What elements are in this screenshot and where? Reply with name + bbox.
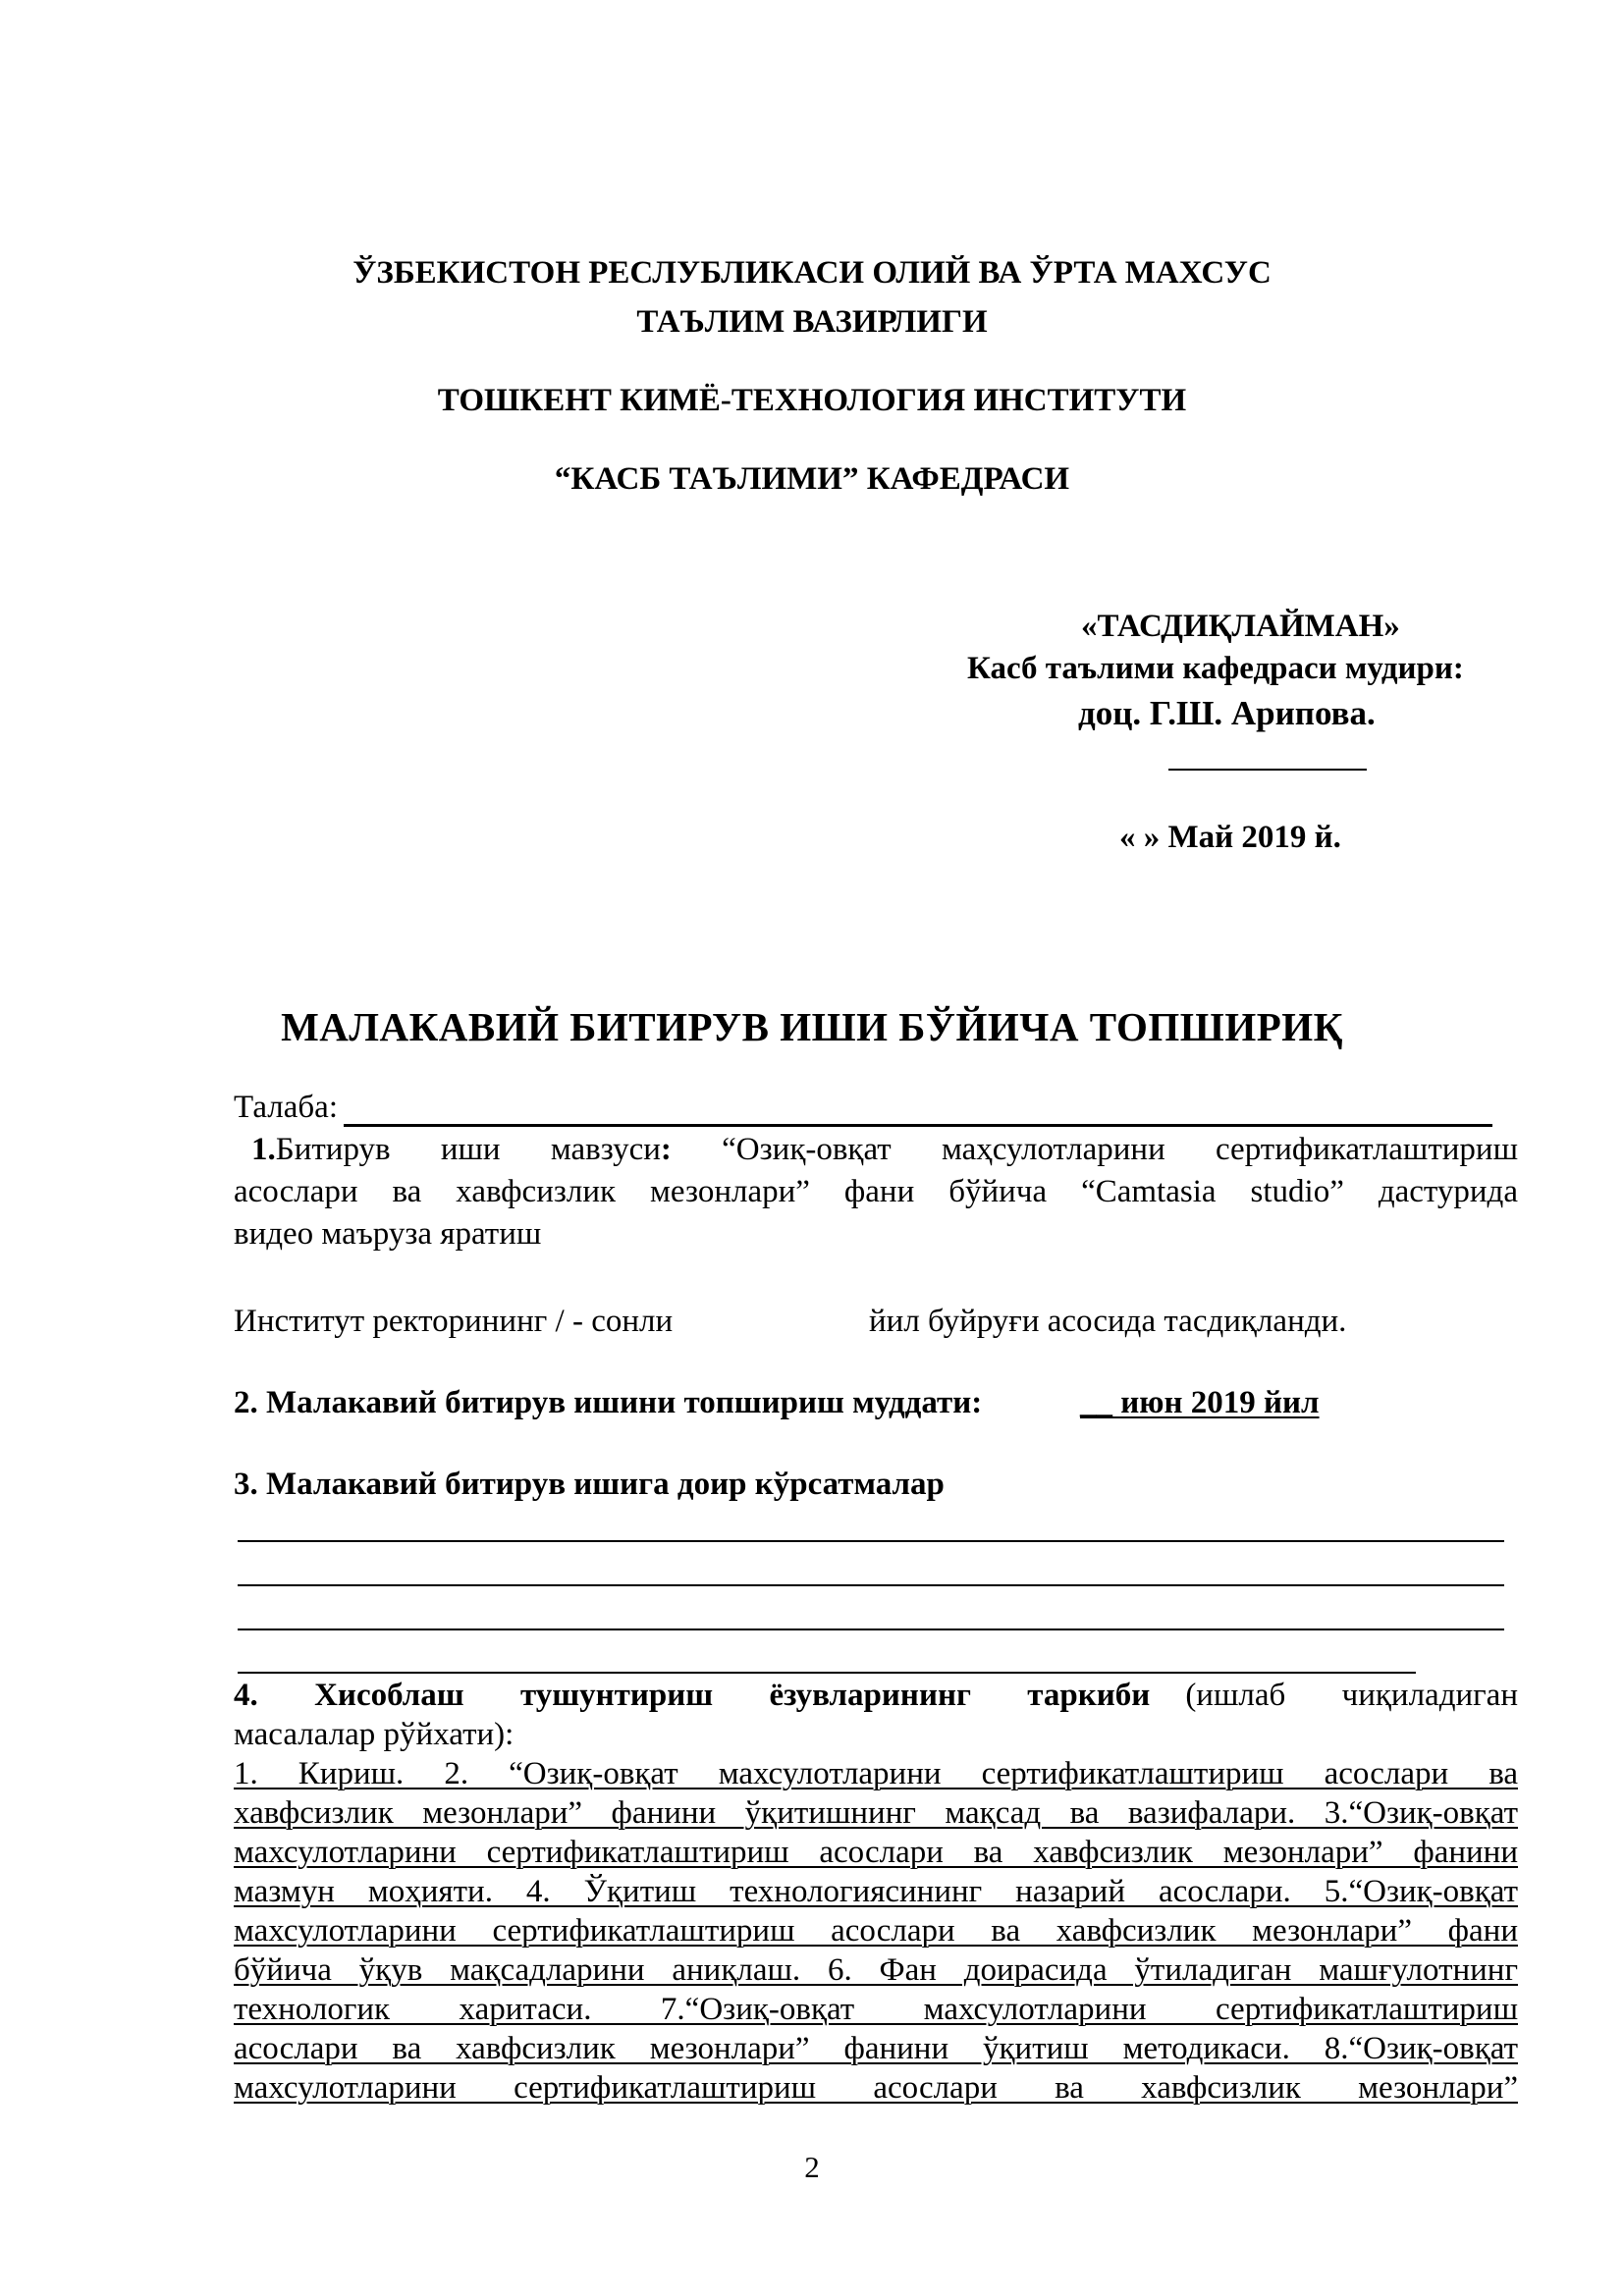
item-4-list-line: 1. Кириш. 2. “Озиқ-овқат махсулотларини сертификатлаштириш асослари ва [234,1756,1518,1791]
item-1-thesis-topic [234,1129,1518,1255]
item-4-note: (ишлаб чиқиладиган [1185,1678,1518,1713]
item-1-line-1: “Озиқ-овқат маҳсулотларини сертификатлаштириш [671,1132,1518,1167]
approval-heading: «ТАСДИҚЛАЙМАН» [1081,609,1400,644]
item-4-contents [234,1676,1518,2108]
item-2-deadline-label: 2. Малакавий битирув ишини топшириш муддати: [234,1385,983,1420]
document-title: МАЛАКАВИЙ БИТИРУВ ИШИ БЎЙИЧА ТОПШИРИҚ [281,1004,1343,1049]
student-name-line [344,1124,1492,1127]
instructions-line-1 [238,1540,1504,1542]
item-3-instructions-label: 3. Малакавий битирув ишига доир кўрсатмалар [234,1467,945,1502]
item-1-colon: : [660,1132,672,1167]
item-4-list-line: махсулотларини сертификатлаштириш асослари ва хавфсизлик мезонлари” фанини [234,1835,1518,1870]
instructions-line-4 [238,1672,1416,1674]
approval-head-title: Касб таълими кафедраси мудири: [967,651,1464,686]
instructions-line-3 [238,1629,1504,1630]
item-4-note-2: масалалар рўйхати): [234,1717,514,1752]
student-label: Талаба: [234,1090,338,1125]
item-4-list-line: асослари ва хавфсизлик мезонлари” фанини ўқитиш методикаси. 8.“Озиқ-овқат [234,2031,1518,2066]
item-4-list-line: махсулотларини сертификатлаштириш асослари ва хавфсизлик мезонлари” фани [234,1913,1518,1949]
ministry-line-2: ТАЪЛИМ ВАЗИРЛИГИ [636,304,988,340]
item-4-list-line: технологик харитаси. 7.“Озиқ-овқат махсулотларини сертификатлаштириш [234,1992,1518,2027]
instructions-line-2 [238,1584,1504,1586]
item-4-label: 4. Хисоблаш тушунтириш ёзувларининг таркиби [234,1678,1151,1713]
item-2-deadline-value: __ июн 2019 йил [1080,1385,1320,1420]
item-4-list-line: бўйича ўқув мақсадларини аниқлаш. 6. Фан доирасида ўтиладиган машғулотнинг [234,1952,1518,1988]
approval-date: « » Май 2019 й. [1119,820,1341,855]
item-4-list-line: мазмун моҳияти. 4. Ўқитиш технологиясининг назарий асослари. 5.“Озиқ-овқат [234,1874,1518,1909]
page-number: 2 [804,2150,820,2184]
item-4-list-line: махсулотларини сертификатлаштириш асослари ва хавфсизлик мезонлари” [234,2070,1518,2106]
approval-head-name: доц. Г.Ш. Арипова. [1078,694,1376,732]
department-name: “КАСБ ТАЪЛИМИ” КАФЕДРАСИ [554,461,1070,497]
item-1-line-2: асослари ва хавфсизлик мезонлари” фани бўйича “Camtasia studio” дастурида [234,1174,1518,1209]
rector-order-part-2: йил буйруғи асосида тасдиқланди. [869,1304,1347,1339]
ministry-line-1: ЎЗБЕКИСТОН РЕСЛУБЛИКАСИ ОЛИЙ ВА ЎРТА МАХСУС [352,255,1272,291]
item-1-label: Битирув иши мавзуси [275,1132,661,1167]
item-1-line-3: видео маъруза яратиш [234,1216,542,1252]
signature-line [1168,769,1367,771]
rector-order-part-1: Институт ректорининг / - сонли [234,1304,674,1339]
institute-name: ТОШКЕНТ КИМЁ-ТЕХНОЛОГИЯ ИНСТИТУТИ [437,383,1187,418]
item-1-number: 1. [251,1132,276,1167]
item-4-list-line: хавфсизлик мезонлари” фанини ўқитишнинг мақсад ва вазифалари. 3.“Озиқ-овқат [234,1795,1518,1831]
